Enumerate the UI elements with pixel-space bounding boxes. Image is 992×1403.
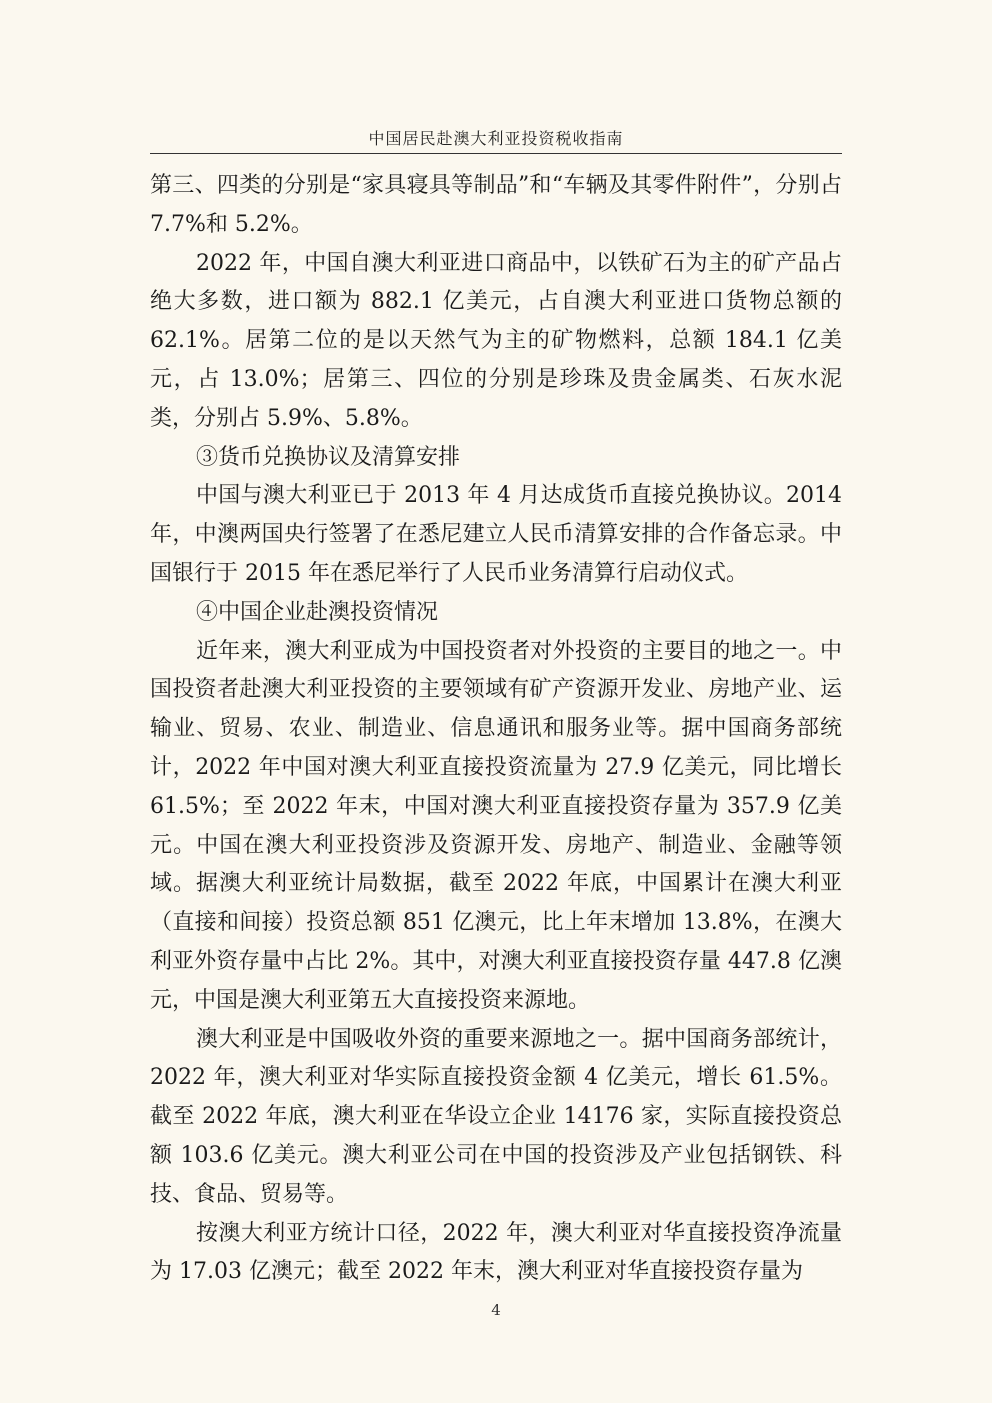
- paragraph-5: 澳大利亚是中国吸收外资的重要来源地之一。据中国商务部统计，2022 年，澳大利亚对华实际直接投资金额 4 亿美元，增长 61.5%。截至 2022 年底，澳大利亚在华设立企业 14176 家，实际直接投资总额 103.6 亿美元。澳大利亚公司在中国的投资涉及产业包括钢铁、科技、食品、贸易等。: [150, 1026, 842, 1207]
- paragraph-3: 中国与澳大利亚已于 2013 年 4 月达成货币直接兑换协议。2014 年，中澳两国央行签署了在悉尼建立人民币清算安排的合作备忘录。中国银行于 2015 年在悉尼举行了人民币业务清算行启动仪式。: [150, 483, 842, 586]
- paragraph-2: 2022 年，中国自澳大利亚进口商品中，以铁矿石为主的矿产品占绝大多数，进口额为 882.1 亿美元，占自澳大利亚进口货物总额的 62.1%。居第二位的是以天然气为主的矿物燃料，总额 184.1 亿美元，占 13.0%；居第三、四位的分别是珍珠及贵金属类、石灰水泥类，分别占 5.9%、5.8%。: [150, 250, 842, 431]
- paragraph-4: 近年来，澳大利亚成为中国投资者对外投资的主要目的地之一。中国投资者赴澳大利亚投资的主要领域有矿产资源开发业、房地产业、运输业、贸易、农业、制造业、信息通讯和服务业等。据中国商务部统计，2022 年中国对澳大利亚直接投资流量为 27.9 亿美元，同比增长 61.5%；至 2022 年末，中国对澳大利亚直接投资存量为 357.9 亿美元。中国在澳大利亚投资涉及资源开发、房地产、制造业、金融等领域。据澳大利亚统计局数据，截至 2022 年底，中国累计在澳大利亚（直接和间接）投资总额 851 亿澳元，比上年末增加 13.8%，在澳大利亚外资存量中占比 2%。其中，对澳大利亚直接投资存量 447.8 亿澳元，中国是澳大利亚第五大直接投资来源地。: [150, 638, 842, 1013]
- section-heading-currency: ③货币兑换协议及清算安排: [196, 444, 461, 470]
- page-number: 4: [491, 1301, 501, 1319]
- paragraph-1: 第三、四类的分别是“家具寝具等制品”和“车辆及其零件附件”，分别占 7.7%和 5.2%。: [150, 173, 842, 237]
- paragraph-6: 按澳大利亚方统计口径，2022 年，澳大利亚对华直接投资净流量为 17.03 亿澳元；截至 2022 年末，澳大利亚对华直接投资存量为: [150, 1220, 842, 1285]
- header-divider: [150, 153, 842, 154]
- section-heading-investment: ④中国企业赴澳投资情况: [196, 599, 439, 625]
- body-text: [150, 167, 842, 1292]
- running-header-title: 中国居民赴澳大利亚投资税收指南: [368, 129, 624, 148]
